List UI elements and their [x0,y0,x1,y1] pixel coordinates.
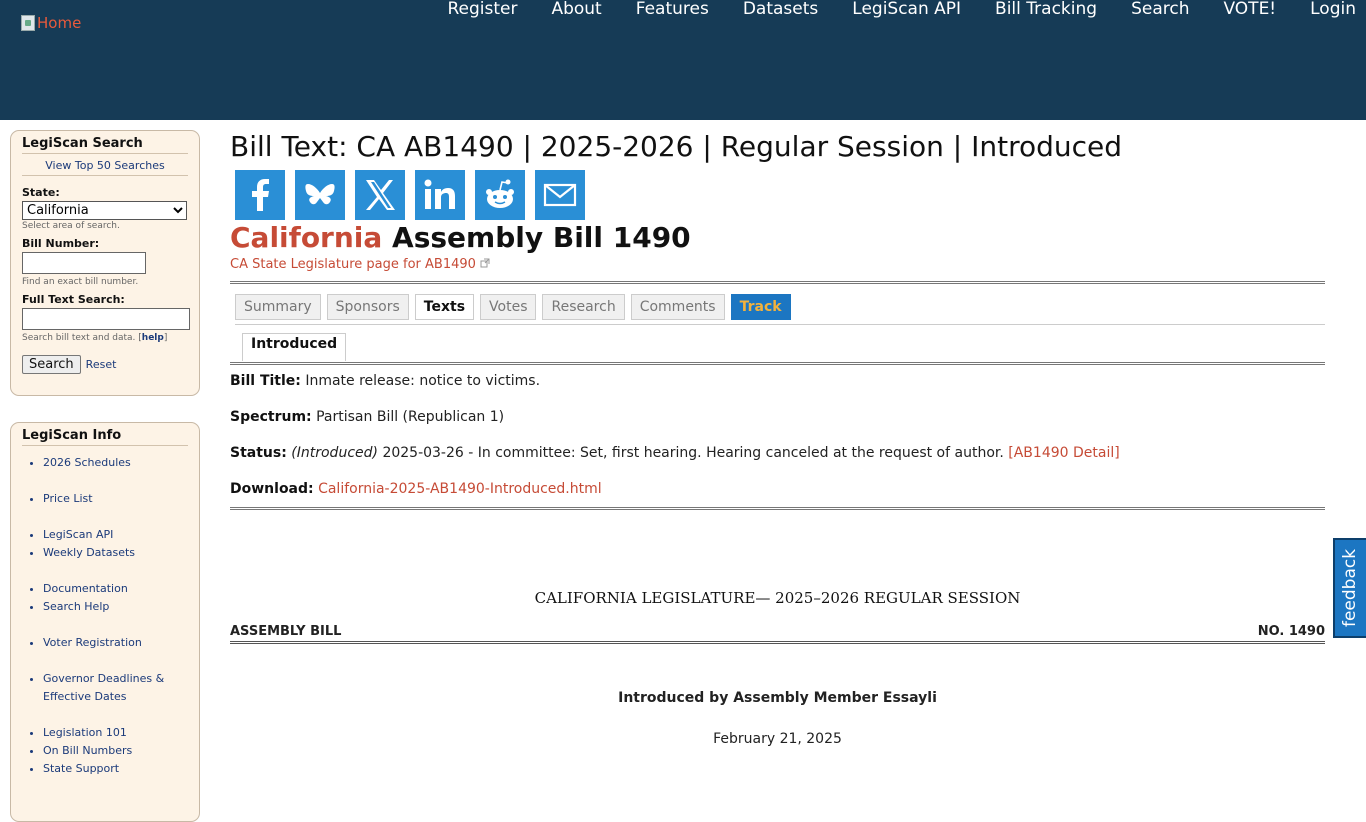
document-bill-type: ASSEMBLY BILL [230,624,342,639]
document-bill-number: NO. 1490 [1257,624,1325,639]
feedback-button[interactable] [1333,538,1366,638]
nav-about[interactable]: About [551,0,602,19]
info-link-search-help[interactable]: Search Help [43,600,110,613]
bill-title-label: Bill Title: [230,373,301,389]
full-text-label: Full Text Search: [22,293,125,306]
info-item [43,634,188,652]
bill-detail-link[interactable]: [AB1490 Detail] [1008,445,1120,461]
state-hint: Select area of search. [22,221,120,231]
nav-search[interactable]: Search [1131,0,1190,19]
search-actions [22,355,188,374]
info-item [43,598,188,616]
tab-sponsors[interactable]: Sponsors [327,294,409,320]
status-label: Status: [230,445,287,461]
download-row [230,479,1325,499]
document-bill-row [230,624,1325,644]
reset-link[interactable]: Reset [85,358,117,371]
site-header [0,0,1366,120]
external-link-icon [480,258,490,268]
info-link-voter-registration[interactable]: Voter Registration [43,636,142,649]
nav-features[interactable]: Features [635,0,709,19]
broken-image-icon [21,15,35,31]
info-item [43,526,188,544]
bill-tabs [235,284,1325,325]
info-item [43,544,188,562]
search-button[interactable]: Search [22,355,81,374]
nav-bill-tracking[interactable]: Bill Tracking [995,0,1098,19]
bill-number-input[interactable] [22,252,146,274]
bill-state: California [230,221,383,254]
info-item [43,760,188,778]
tab-comments[interactable]: Comments [631,294,725,320]
info-link-documentation[interactable]: Documentation [43,582,128,595]
full-text-hint-text: Search bill text and data. [22,333,136,343]
full-text-search-input[interactable] [22,308,190,330]
subtab-rule [230,362,1325,365]
info-link-bill-numbers[interactable]: On Bill Numbers [43,744,133,757]
status-stage: (Introduced) [291,445,378,461]
info-link-api[interactable]: LegiScan API [43,528,114,541]
state-legislature-link[interactable] [230,257,1325,272]
download-link[interactable]: California-2025-AB1490-Introduced.html [318,481,602,497]
tab-votes[interactable]: Votes [480,294,536,320]
info-item [43,580,188,598]
help-link[interactable]: help [141,333,164,343]
document-date: February 21, 2025 [713,731,842,747]
facebook-share-icon[interactable] [235,170,285,220]
nav-register[interactable]: Register [447,0,518,19]
top-50-searches-link[interactable]: View Top 50 Searches [22,154,188,176]
nav-datasets[interactable]: Datasets [742,0,819,19]
top-navigation [430,0,1366,20]
bill-name: Assembly Bill 1490 [392,221,691,254]
home-logo-link[interactable] [21,14,81,32]
status-text: 2025-03-26 - In committee: Set, first hearing. Hearing canceled at the request of author. [382,445,1004,461]
bill-number-hint: Find an exact bill number. [22,277,139,287]
home-logo-alt: Home [37,14,82,32]
bill-meta [230,371,1325,499]
page-title: Bill Text: CA AB1490 | 2025-2026 | Regular Session | Introduced [230,130,1123,163]
info-item [43,670,188,706]
bill-heading [230,221,1325,255]
state-legislature-link-text: CA State Legislature page for AB1490 [230,257,476,272]
info-link-schedules[interactable]: 2026 Schedules [43,456,131,469]
info-item [43,490,188,508]
reddit-share-icon[interactable] [475,170,525,220]
search-panel-title: LegiScan Search [22,136,188,154]
spectrum-row [230,407,1325,427]
info-link-governor-deadlines[interactable]: Governor Deadlines & Effective Dates [43,672,165,703]
document-heading: CALIFORNIA LEGISLATURE— 2025–2026 REGULAR SESSION [534,589,1021,607]
meta-rule [230,507,1325,510]
tab-texts[interactable]: Texts [415,294,474,320]
spectrum-value: Partisan Bill (Republican 1) [316,409,505,425]
info-link-legislation-101[interactable]: Legislation 101 [43,726,127,739]
share-buttons [235,170,1325,220]
bill-number-label: Bill Number: [22,237,100,250]
legiscan-info-panel [10,422,200,822]
state-label: State: [22,186,60,199]
nav-legiscan-api[interactable]: LegiScan API [852,0,962,19]
tab-summary[interactable]: Summary [235,294,321,320]
feedback-label: feedback [1340,548,1361,628]
bluesky-share-icon[interactable] [295,170,345,220]
state-select[interactable] [22,201,187,220]
info-panel-title: LegiScan Info [22,428,188,446]
email-share-icon[interactable] [535,170,585,220]
x-share-icon[interactable] [355,170,405,220]
spectrum-label: Spectrum: [230,409,312,425]
document-introduced-by: Introduced by Assembly Member Essayli [618,690,937,706]
bill-title-row [230,371,1325,391]
nav-vote[interactable]: VOTE! [1223,0,1277,19]
info-item [43,724,188,742]
info-item [43,742,188,760]
bill-title-value: Inmate release: notice to victims. [305,373,541,389]
status-row [230,443,1325,463]
info-link-price-list[interactable]: Price List [43,492,93,505]
text-version-tabs [230,325,1325,362]
download-label: Download: [230,481,314,497]
info-link-state-support[interactable]: State Support [43,762,120,775]
info-links-list [22,454,188,778]
nav-login[interactable]: Login [1310,0,1356,19]
info-link-datasets[interactable]: Weekly Datasets [43,546,136,559]
tab-research[interactable]: Research [542,294,624,320]
tab-track[interactable]: Track [731,294,791,320]
info-item [43,454,188,472]
linkedin-share-icon[interactable] [415,170,465,220]
subtab-introduced[interactable]: Introduced [242,333,346,361]
full-text-hint: Search bill text and data. [help] [22,333,168,343]
main-content [230,130,1325,747]
legiscan-search-panel [10,130,200,396]
